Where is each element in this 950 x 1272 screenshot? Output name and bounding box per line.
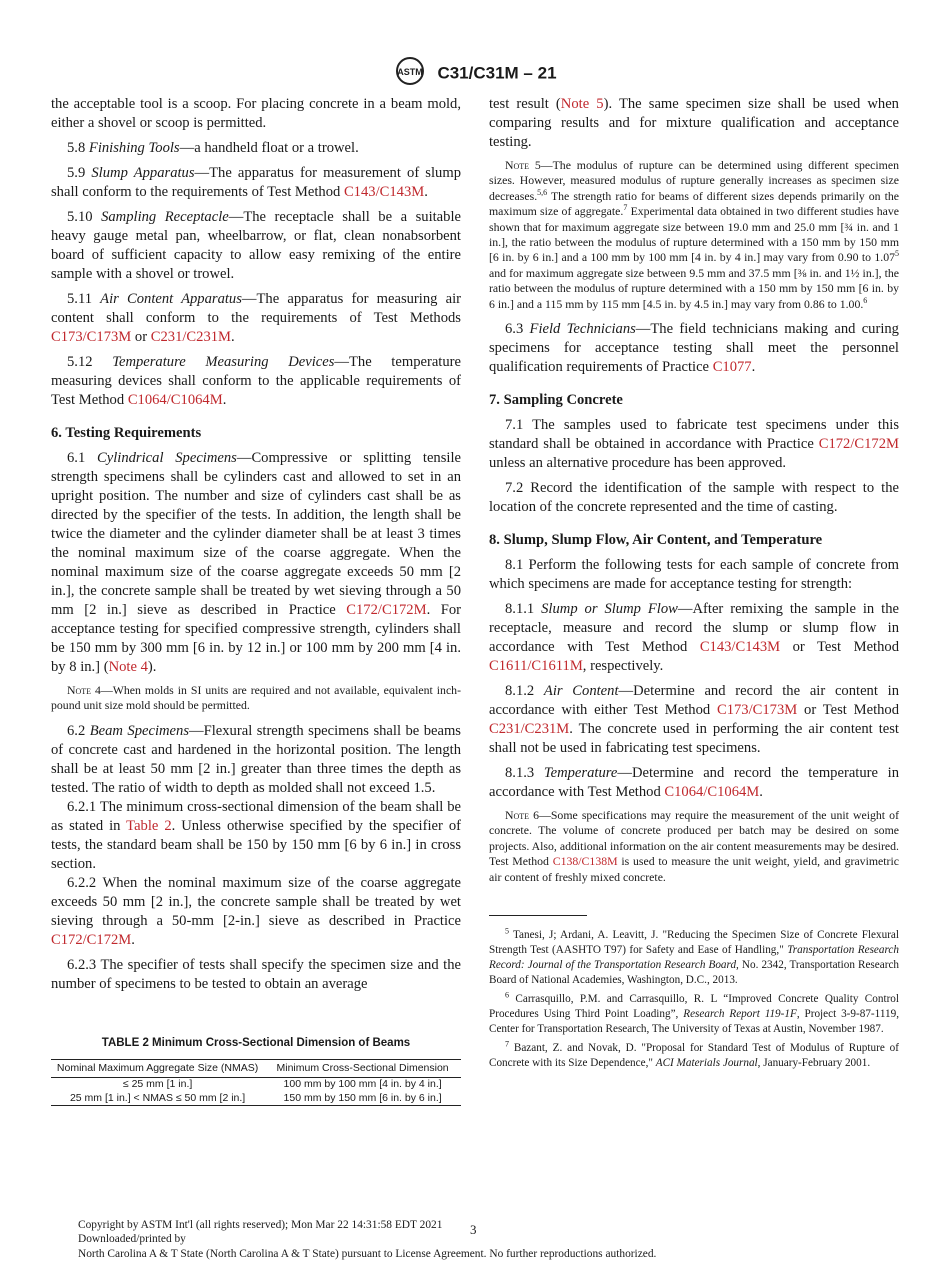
para-6-3: 6.3 Field Technicians—The field technicians making and curing specimens for acceptance testing shall meet the personnel qualification requirements of Practice C1077. <box>489 321 899 376</box>
note-5: Note 5—The modulus of rupture can be determined using different specimen sizes. However, measured modulus of rupture generally increases as specimen size decreases.$^{5,6}$ The strength ratio for beams of different sizes depends primarily on the maximum size of aggregate.$^7$ Experimental data obtained in two different studies have shown that for maximum aggregate size between 19.0 mm and 25.0 mm [¾ in. and 1 in.], the ratio between the modulus of rupture determined with a 150 mm by 150 mm [6 in. by 6 in.] and a 100 mm by 100 mm [4 in. by 4 in.] may vary from 0.90 to 1.07$^5$ and for maximum aggregate size between 9.5 mm and 37.5 mm [⅜ in. and 1½ in.], the ratio between the modulus of rupture determined with a 150 mm by 150 mm [6 in. by 6 in.] and a 115 mm by 115 mm [4.5 in. by 4.5 in.] may vary from 0.86 to 1.00.$^6$ <box>489 158 899 311</box>
para-continued: test result (Note 5). The same specimen size shall be used when comparing results and for mixture qualification and acceptance testing. <box>489 96 899 150</box>
ref-link[interactable]: C172/C172M <box>818 436 899 453</box>
table-cell: 25 mm [1 in.] < NMAS ≤ 50 mm [2 in.] <box>51 1092 264 1106</box>
para-6-2-2: 6.2.2 When the nominal maximum size of the coarse aggregate exceeds 50 mm [2 in.], the concrete sample shall be treated by wet sieving through a 50-mm [2-in.] sieve as described in Practice C172/C172M. <box>51 874 461 948</box>
svg-text:ASTM: ASTM <box>397 67 424 77</box>
ref-link[interactable]: C1611/C1611M <box>489 658 583 675</box>
table-cell: ≤ 25 mm [1 in.] <box>122 1078 193 1091</box>
section-heading-6: 6. Testing Requirements <box>51 425 202 441</box>
note-4: Note 4—When molds in SI units are required and not available, equivalent inch-pound unit size mold should be permitted. <box>51 683 462 713</box>
ref-link[interactable]: Table 2 <box>126 817 172 834</box>
footnote-7: $^7$ Bazant, Z. and Novak, D. "Proposal for Standard Test of Modulus of Rupture of Concrete with its Size Dependence," ACI Materials Journal, January-February 2001. <box>489 1039 899 1070</box>
table-row <box>51 1092 461 1106</box>
footer-copyright: Copyright by ASTM Int'l (all rights reserved); Mon Mar 22 14:31:58 EDT 2021 <box>78 1219 443 1231</box>
ref-link[interactable]: C231/C231M <box>489 721 570 738</box>
ref-link[interactable]: C138/C138M <box>552 854 618 869</box>
section-heading-7: 7. Sampling Concrete <box>489 392 623 409</box>
para-8-1: 8.1 Perform the following tests for each sample of concrete from which specimens are made for acceptance testing for strength: <box>489 557 899 593</box>
para-5-10: 5.10 Sampling Receptacle—The receptacle shall be a suitable heavy gauge metal pan, wheelbarrow, or flat, clean nonabsorbent board of sufficient capacity to allow easy remixing of the entire sample with a shovel or trowel. <box>51 209 461 282</box>
footer-license: North Carolina A & T State (North Carolina A & T State) pursuant to License Agreement. No further reproductions authorized. <box>78 1247 657 1260</box>
ref-link[interactable]: Note 5 <box>560 96 604 112</box>
ref-link[interactable]: C173/C173M <box>716 702 798 719</box>
para-5-8: 5.8 Finishing Tools—a handheld float or a trowel. <box>67 140 359 156</box>
para-6-2: 6.2 Beam Specimens—Flexural strength specimens shall be beams of concrete cast and hardened in the horizontal position. The length shall be at least 50 mm [2 in.] greater than three times the depth as tested. The ratio of width to depth as molded shall not exceed 1.5. <box>51 722 461 796</box>
ref-link[interactable]: C143/C143M <box>343 184 425 200</box>
table-title: TABLE 2 Minimum Cross-Sectional Dimension of Beams <box>101 1036 411 1049</box>
ref-link[interactable]: C1064/C1064M <box>127 392 223 408</box>
right-column <box>489 95 899 1075</box>
para-6-1: 6.1 Cylindrical Specimens—Compressive or splitting tensile strength specimens shall be cylinders cast and allowed to set in an upright position. The number and size of cylinders cast shall be as directed by the specifier of the tests. In addition, the length shall be twice the diameter and the cylinder diameter shall be at least 3 times the nominal maximum size of the coarse aggregate. When the nominal maximum size of the coarse aggregate exceeds 50 mm [2 in.], the concrete sample shall be treated by wet sieving through a 50 mm [2 in.] sieve as described in Practice C172/C172M. For acceptance testing for specified compressive strength, cylinders shall be 150 mm by 300 mm [6 in. by 12 in.] or 100 mm by 200 mm [4 in. by 8 in.] (Note 4). <box>51 450 462 675</box>
ref-link[interactable]: Note 4 <box>108 659 148 675</box>
footnote-5: $^5$ Tanesi, J; Ardani, A. Leavitt, J. "Reducing the Specimen Size of Concrete Flexural Strength Test (AASHTO T97) for Safety and Ease of Handling," Transportation Research Record: Journal of the Transportation Research Board, No. 2342, Transportation Research Board of National Academies, Washington, D.C., 2013. <box>489 926 900 987</box>
table-2 <box>51 1034 461 1107</box>
designation: C31/C31M – 21 <box>437 63 557 83</box>
ref-link[interactable]: C1064/C1064M <box>664 784 760 801</box>
table-header: Nominal Maximum Aggregate Size (NMAS) <box>51 1059 264 1078</box>
para-6-2-1: 6.2.1 The minimum cross-sectional dimension of the beam shall be as stated in Table 2. Unless otherwise specified by the specifier of tests, the standard beam shall be 150 by 150 mm [6 by 6 in.] in cross section. <box>51 798 461 872</box>
ref-link[interactable]: C231/C231M <box>150 329 232 345</box>
note-6: Note 6—Some specifications may require the measurement of the unit weight of concrete. The volume of concrete produced per batch may be desired on some projects. Also, additional information on the air content measurements may be desired. Test Method C138/C138M is used to measure the unit weight, yield, and gravimetric air content of freshly mixed concrete. <box>489 808 900 884</box>
footnote-6: $^6$ Carrasquillo, P.M. and Carrasquillo, R. L “Improved Concrete Quality Control Procedures Using Third Point Loading”, Research Report 119-1F, Project 3-9-87-1119, Center for Transportation Research, The University of Texas at Austin, November 1987. <box>489 990 899 1036</box>
para-8-1-2: 8.1.2 Air Content—Determine and record the air content in accordance with either Test Method C173/C173M or Test Method C231/C231M. The concrete used in performing the air content test shall not be used in fabricating test specimens. <box>489 683 900 757</box>
left-column <box>51 95 461 1106</box>
para-5-11: 5.11 Air Content Apparatus—The apparatus for measuring air content shall conform to the requirements of Test Methods C173/C173M or C231/C231M. <box>51 291 461 345</box>
astm-logo-icon <box>393 56 427 91</box>
table-cell: 100 mm by 100 mm [4 in. by 4 in.] <box>283 1078 442 1091</box>
para-5-12: 5.12 Temperature Measuring Devices—The temperature measuring devices shall conform to the applicable requirements of Test Method C1064/C1064M. <box>51 354 461 408</box>
para-8-1-1: 8.1.1 Slump or Slump Flow—After remixing the sample in the receptacle, measure and record the slump or slump flow in accordance with Test Method C143/C143M or Test Method C1611/C1611M, respectively. <box>489 601 899 675</box>
para-7-2: 7.2 Record the identification of the sample with respect to the location of the concrete represented and the time of casting. <box>489 480 899 516</box>
para-8-1-3: 8.1.3 Temperature—Determine and record the temperature in accordance with Test Method C1064/C1064M. <box>489 765 899 801</box>
ref-link[interactable]: C172/C172M <box>346 602 427 618</box>
para-continued: the acceptable tool is a scoop. For placing concrete in a beam mold, either a shovel or scoop is permitted. <box>51 96 461 131</box>
dimension-table <box>51 1059 461 1107</box>
page-footer <box>78 1218 656 1261</box>
page-header <box>0 56 950 91</box>
ref-link[interactable]: C143/C143M <box>699 639 781 656</box>
table-row <box>51 1078 461 1092</box>
table-header: Minimum Cross-Sectional Dimension <box>264 1059 461 1078</box>
table-cell: 150 mm by 150 mm [6 in. by 6 in.] <box>264 1092 461 1106</box>
ref-link[interactable]: C1077 <box>712 359 752 376</box>
page-number: 3 <box>470 1222 477 1237</box>
para-6-2-3: 6.2.3 The specifier of tests shall specify the specimen size and the number of specimens to be tested to obtain an average <box>51 956 461 992</box>
para-5-9: 5.9 Slump Apparatus—The apparatus for measurement of slump shall conform to the requirements of Test Method C143/C143M. <box>51 165 461 200</box>
section-heading-8: 8. Slump, Slump Flow, Air Content, and Temperature <box>489 532 823 549</box>
ref-link[interactable]: C172/C172M <box>51 931 132 948</box>
footnote-divider <box>489 915 587 916</box>
footer-download: Downloaded/printed by <box>78 1233 186 1246</box>
para-7-1: 7.1 The samples used to fabricate test specimens under this standard shall be obtained in accordance with Practice C172/C172M unless an alternative procedure has been approved. <box>489 417 899 472</box>
ref-link[interactable]: C173/C173M <box>51 329 132 345</box>
